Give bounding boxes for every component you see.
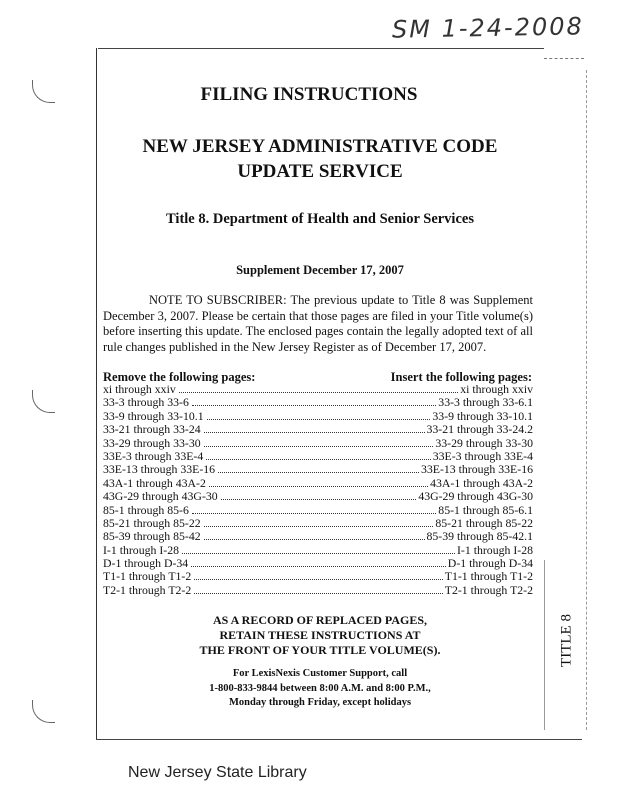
list-item: xi through xxiv xi through xxiv bbox=[103, 382, 533, 396]
record-line-3: THE FRONT OF YOUR TITLE VOLUME(S). bbox=[199, 643, 441, 657]
list-item: 33-9 through 33-10.1 33-9 through 33-10.1 bbox=[103, 408, 533, 423]
list-item: 85-21 through 85-22 85-21 through 85-22 bbox=[103, 515, 533, 530]
punch-hole-mark-bottom bbox=[32, 700, 55, 723]
code-title-line-1: NEW JERSEY ADMINISTRATIVE CODE bbox=[142, 136, 498, 157]
record-line-2: RETAIN THESE INSTRUCTIONS AT bbox=[219, 628, 421, 642]
page-border-top bbox=[98, 48, 544, 49]
page-border-top-dashed bbox=[544, 58, 584, 59]
title-tab bbox=[552, 596, 582, 686]
tab-divider-line bbox=[544, 560, 545, 730]
support-line-3: Monday through Friday, except holidays bbox=[228, 697, 412, 708]
record-instructions bbox=[150, 613, 490, 658]
record-line-1: AS A RECORD OF REPLACED PAGES, bbox=[212, 613, 428, 627]
list-item: 85-39 through 85-42 85-39 through 85-42.1 bbox=[103, 529, 533, 544]
list-item: 33-21 through 33-24 33-21 through 33-24.2 bbox=[103, 422, 533, 437]
title-tab-label: TITLE 8 bbox=[558, 614, 575, 667]
list-item: D-1 through D-34 D-1 through D-34 bbox=[103, 556, 533, 571]
page-list bbox=[103, 383, 533, 597]
list-item: 33-29 through 33-30 33-29 through 33-30 bbox=[103, 435, 533, 450]
library-stamp: New Jersey State Library bbox=[128, 764, 307, 781]
page-title: FILING INSTRUCTIONS bbox=[200, 84, 418, 105]
code-title bbox=[120, 134, 520, 184]
list-item: 43A-1 through 43A-2 43A-1 through 43A-2 bbox=[103, 475, 533, 490]
supplement-date: Supplement December 17, 2007 bbox=[236, 263, 404, 277]
page-border-left bbox=[96, 48, 97, 740]
support-line-1: For LexisNexis Customer Support, call bbox=[232, 668, 408, 679]
list-item: 33E-13 through 33E-16 33E-13 through 33E-16 bbox=[103, 462, 533, 477]
remove-pages-header: Remove the following pages: bbox=[103, 370, 256, 384]
customer-support bbox=[150, 667, 490, 711]
list-item: T1-1 through T1-2 T1-1 through T1-2 bbox=[103, 569, 533, 584]
support-line-2: 1-800-833-9844 between 8:00 A.M. and 8:00 P.M., bbox=[209, 682, 431, 694]
punch-hole-mark-middle bbox=[32, 390, 55, 413]
page-border-bottom bbox=[96, 739, 582, 740]
list-item: 85-1 through 85-6 85-1 through 85-6.1 bbox=[103, 502, 533, 517]
list-item: T2-1 through T2-2 T2-1 through T2-2 bbox=[103, 582, 533, 597]
list-item: 33E-3 through 33E-4 33E-3 through 33E-4 bbox=[103, 448, 533, 463]
title-8-heading: Title 8. Department of Health and Senior Services bbox=[166, 211, 474, 227]
list-item: I-1 through I-28 I-1 through I-28 bbox=[103, 542, 533, 557]
page-border-right bbox=[586, 70, 587, 730]
list-item: 33-3 through 33-6 33-3 through 33-6.1 bbox=[103, 395, 533, 410]
code-title-line-2: UPDATE SERVICE bbox=[237, 161, 403, 182]
subscriber-note: NOTE TO SUBSCRIBER: The previous update to Title 8 was Supplement December 3, 2007. Please be certain that those pages are filed in your Title volume(s) before inserting this update. The enclosed pages contain the legally adopted text of all rule changes published in the New Jersey Register as of December 17, 2007. bbox=[103, 293, 533, 354]
handwritten-note: SM 1-24-2008 bbox=[391, 12, 585, 44]
list-item: 43G-29 through 43G-30 43G-29 through 43G-30 bbox=[103, 489, 533, 504]
insert-pages-header: Insert the following pages: bbox=[390, 370, 532, 384]
